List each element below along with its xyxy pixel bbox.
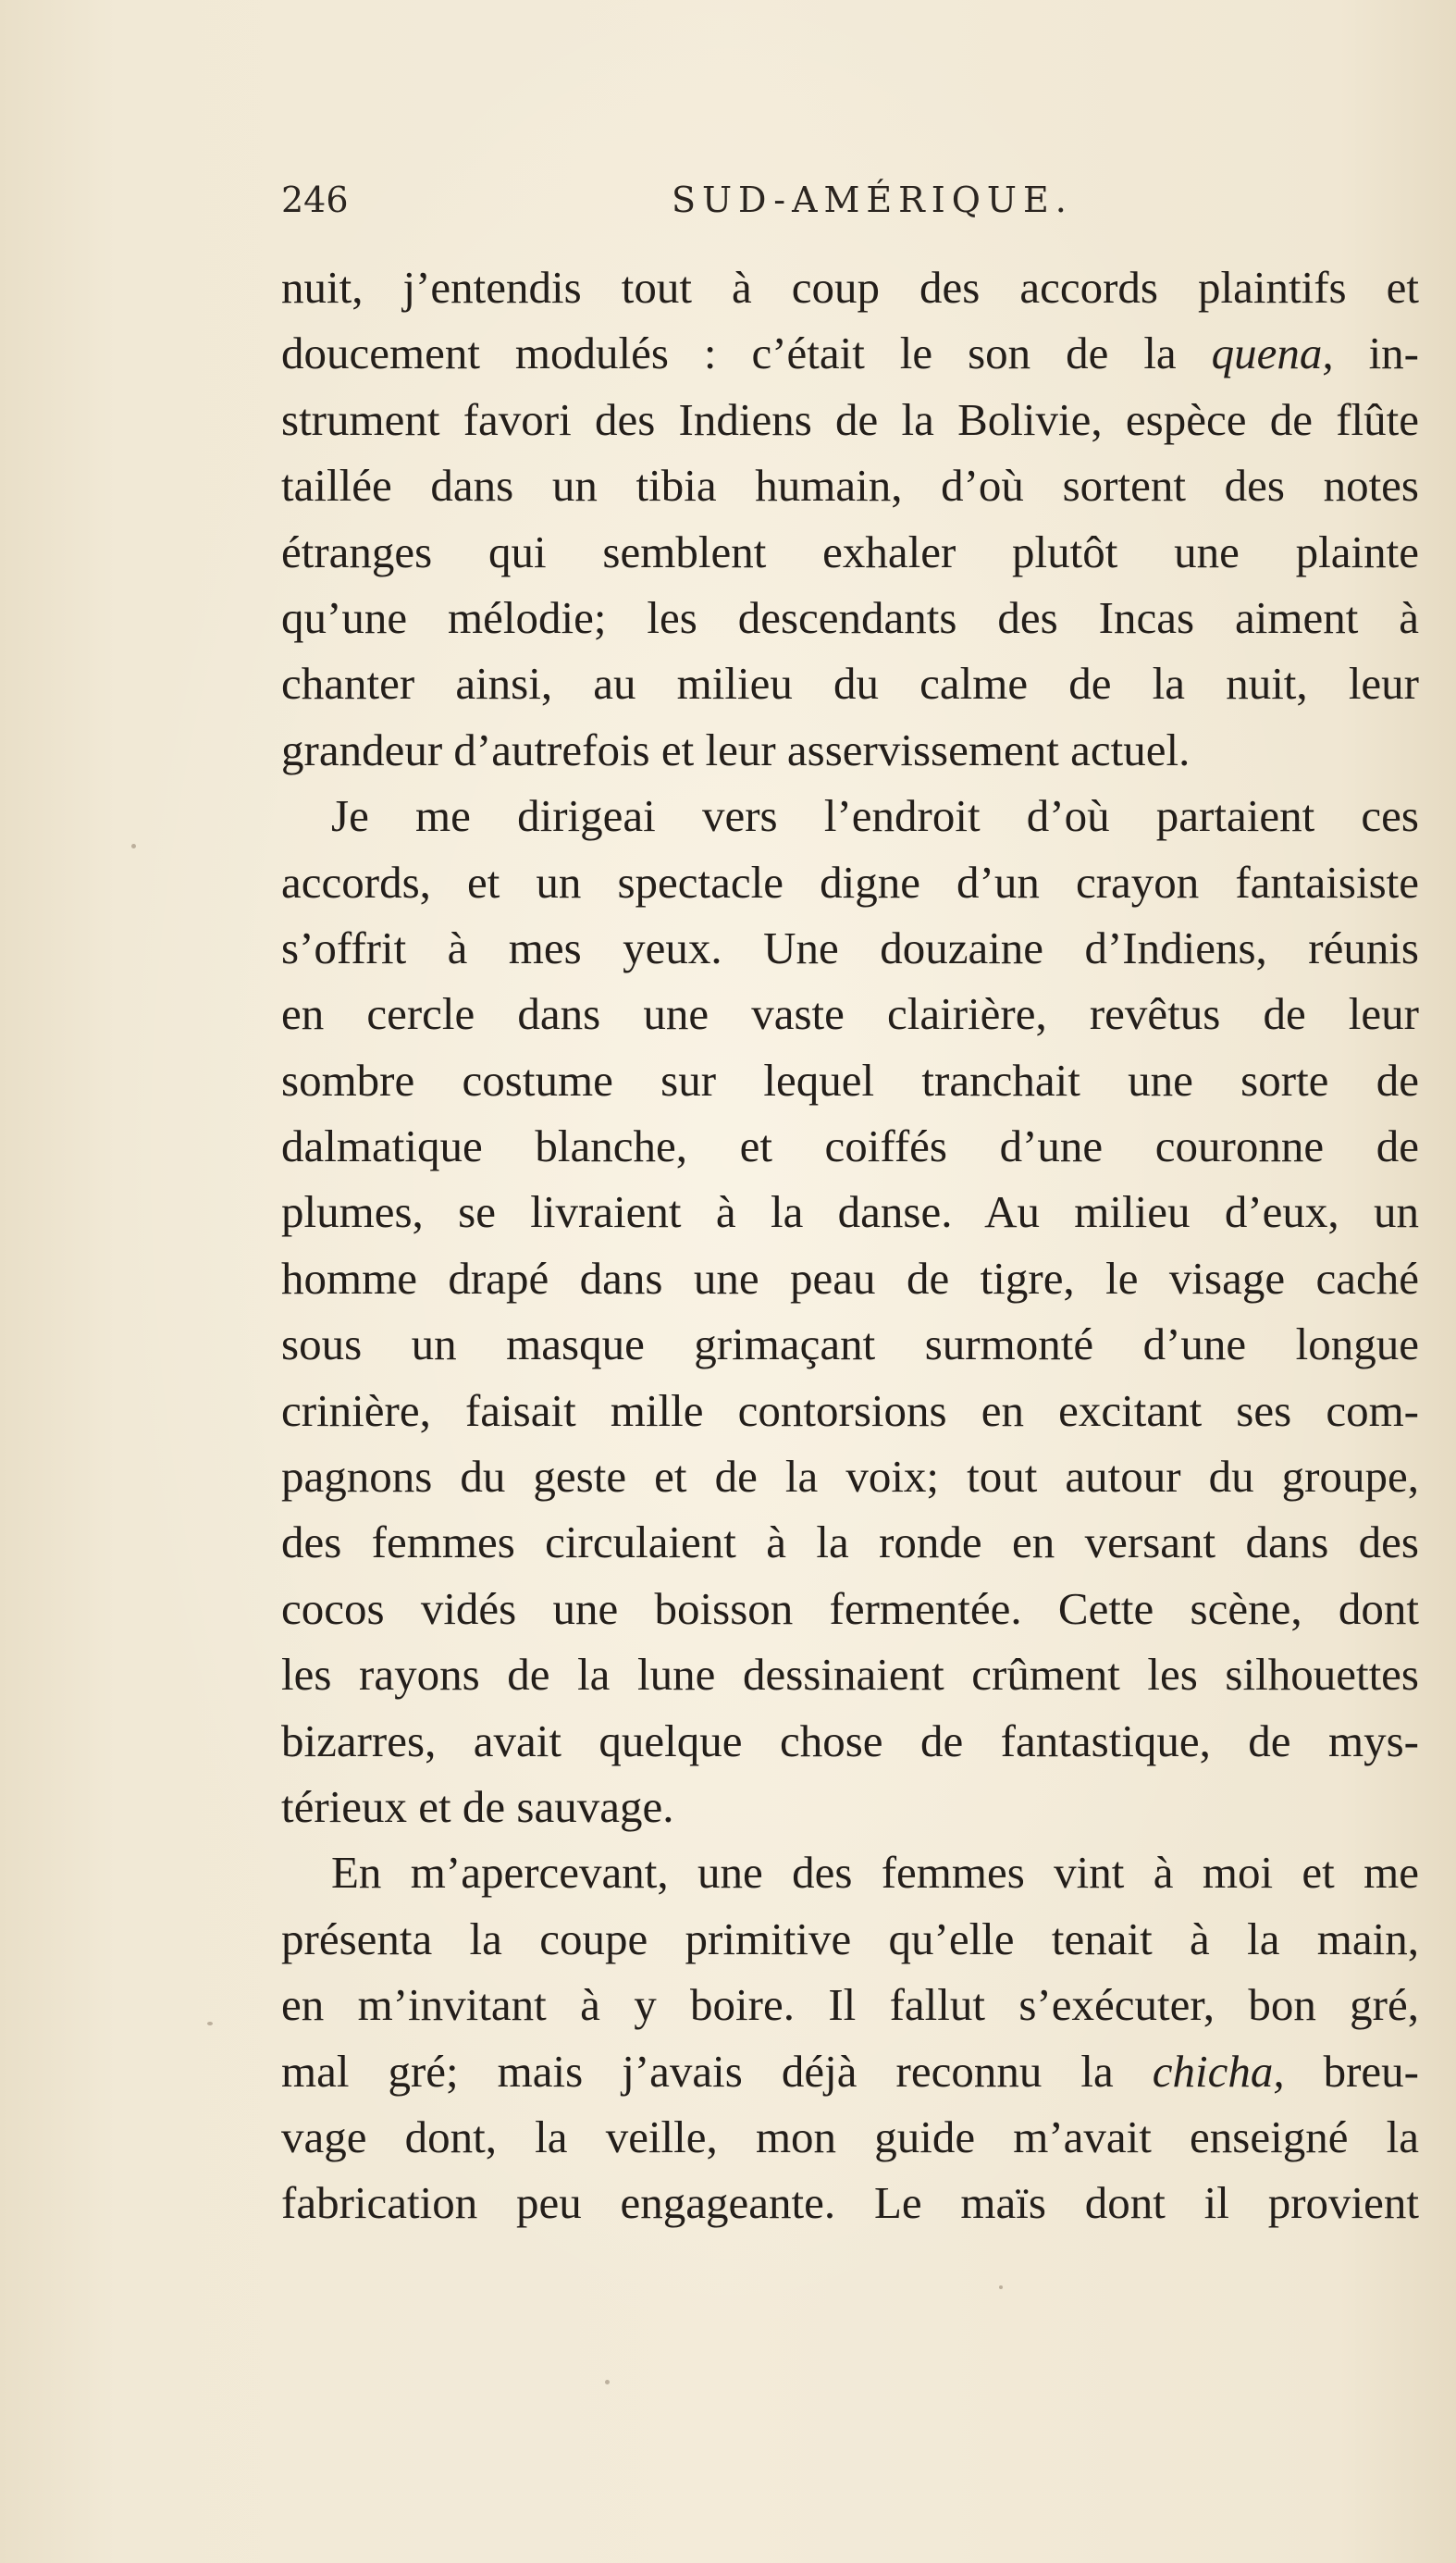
body-text	[281, 254, 1419, 2236]
text-line: Je me dirigeai vers l’endroit d’où partaient ces	[331, 790, 1419, 842]
text-line: strument favori des Indiens de la Bolivie, espèce de flûte	[281, 393, 1419, 445]
text-line: s’offrit à mes yeux. Une douzaine d’Indiens, réunis	[281, 922, 1419, 973]
text-line: nuit, j’entendis tout à coup des accords plaintifs et	[281, 262, 1419, 313]
text-line: crinière, faisait mille contorsions en excitant ses com-	[281, 1384, 1419, 1436]
text-line: grandeur d’autrefois et leur asservissement actuel.	[281, 724, 1191, 775]
text-line: qu’une mélodie; les descendants des Incas aiment à	[281, 591, 1419, 643]
text-line: dalmatique blanche, et coiffés d’une couronne de	[281, 1121, 1419, 1172]
text-line: les rayons de la lune dessinaient crûment les silhouettes	[281, 1649, 1419, 1701]
text-line: homme drapé dans une peau de tigre, le visage caché	[281, 1252, 1419, 1304]
text-line: présenta la coupe primitive qu’elle tenait à la main,	[281, 1913, 1419, 1964]
text-line: En m’apercevant, une des femmes vint à moi et me	[331, 1847, 1419, 1899]
running-head	[281, 172, 1428, 228]
text-line: mal gré; mais j’avais déjà reconnu la chicha, breu-	[281, 2045, 1419, 2097]
text-line: térieux et de sauvage.	[281, 1780, 674, 1832]
paper-speck	[207, 2022, 213, 2025]
text-line: chanter ainsi, au milieu du calme de la nuit, leur	[281, 658, 1419, 710]
text-line: plumes, se livraient à la danse. Au milieu d’eux, un	[281, 1186, 1419, 1238]
text-line: des femmes circulaient à la ronde en versant dans des	[281, 1517, 1419, 1568]
text-line: bizarres, avait quelque chose de fantastique, de mys-	[281, 1715, 1419, 1766]
italic-term: chicha,	[1152, 2045, 1285, 2097]
paper-speck	[605, 2380, 610, 2384]
text-line: fabrication peu engageante. Le maïs dont il provient	[281, 2177, 1419, 2229]
text-line: sombre costume sur lequel tranchait une sorte de	[281, 1054, 1419, 1106]
paper-speck	[131, 844, 136, 848]
text-line: en cercle dans une vaste clairière, revêtus de leur	[281, 988, 1419, 1040]
page-number: 246	[281, 180, 349, 220]
text-line: accords, et un spectacle digne d’un crayon fantaisiste	[281, 856, 1419, 908]
text-line: taillée dans un tibia humain, d’où sortent des notes	[281, 460, 1419, 512]
text-line: en m’invitant à y boire. Il fallut s’exécuter, bon gré,	[281, 1979, 1419, 2031]
paper-speck	[999, 2285, 1003, 2289]
italic-term: quena,	[1211, 328, 1334, 379]
text-line: étranges qui semblent exhaler plutôt une plainte	[281, 526, 1419, 577]
text-line: vage dont, la veille, mon guide m’avait enseigné la	[281, 2111, 1419, 2162]
text-line: sous un masque grimaçant surmonté d’une longue	[281, 1319, 1419, 1370]
text-line: pagnons du geste et de la voix; tout autour du groupe,	[281, 1451, 1419, 1503]
text-line: cocos vidés une boisson fermentée. Cette scène, dont	[281, 1582, 1419, 1634]
text-line: doucement modulés : c’était le son de la quena, in-	[281, 328, 1419, 379]
running-title: SUD-AMÉRIQUE.	[672, 180, 1073, 220]
